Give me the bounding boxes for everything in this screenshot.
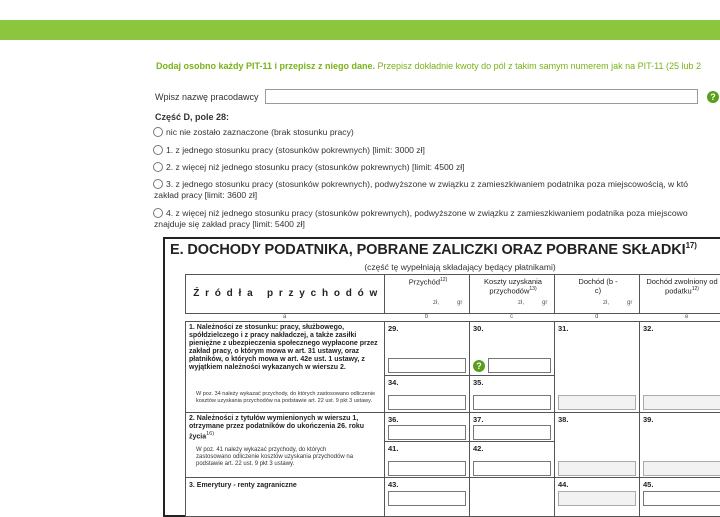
cell-38 — [554, 412, 640, 478]
header-source — [185, 274, 385, 314]
cell-43 — [384, 477, 470, 517]
letter-c: c — [510, 314, 513, 320]
col-c-label: Koszty uzyskania przychodów — [484, 277, 542, 296]
col-b-sup: 12) — [440, 277, 448, 283]
letter-d: d — [595, 314, 599, 320]
field-number: 36. — [388, 415, 399, 424]
header-source-label: Ź r ó d ł a p r z y c h o d ó w — [193, 288, 379, 299]
unit-gr: gr — [627, 300, 633, 306]
field-number: 39. — [643, 415, 654, 424]
radio-option-2[interactable] — [153, 162, 720, 173]
field-number: 45. — [643, 480, 654, 489]
header-col-c — [469, 274, 555, 314]
cell-45 — [639, 477, 720, 517]
cell-35 — [469, 375, 555, 413]
field-number: 32. — [643, 324, 654, 333]
field-36-input[interactable] — [388, 425, 466, 440]
field-number: 43. — [388, 480, 399, 489]
row3-label: 3. Emerytury - renty zagraniczne — [189, 482, 297, 489]
unit-zl: zł, — [518, 300, 524, 306]
field-number: 30. — [473, 324, 484, 333]
row2-label-sup: 16) — [206, 431, 215, 437]
cell-36 — [384, 412, 470, 442]
letter-b: b — [425, 314, 429, 320]
radio-option-0[interactable] — [153, 127, 720, 138]
row2-label-text: 2. Należności z tytułów wymienionych w wierszu 1, otrzymane przez podatników do ukończenia 26. roku życia — [189, 415, 365, 441]
option-label: 4. z więcej niż jednego stosunku pracy (stosunków pokrewnych), podwyższone w związku z zamieszkiwaniem podatnika poza miejscowo — [166, 208, 688, 218]
field-45-input[interactable] — [643, 491, 720, 506]
row2-label — [189, 415, 381, 441]
col-b-label: Przychód — [408, 277, 441, 287]
cell-42 — [469, 441, 555, 478]
header-col-e-label — [642, 277, 720, 296]
field-39-readonly — [643, 461, 720, 476]
header-col-c-label — [478, 277, 548, 296]
form-title — [170, 241, 697, 258]
field-number: 34. — [388, 378, 399, 387]
field-number: 38. — [558, 415, 569, 424]
option-label-wrap: zakład pracy [limit: 3600 zł] — [154, 190, 258, 200]
cell-44 — [554, 477, 640, 517]
field-34-input[interactable] — [388, 395, 466, 410]
field-42-input[interactable] — [473, 461, 551, 476]
unit-zl: zł, — [603, 300, 609, 306]
field-35-input[interactable] — [473, 395, 551, 410]
radio-circle[interactable] — [153, 162, 163, 172]
field-number: 44. — [558, 480, 569, 489]
help-icon[interactable]: ? — [473, 360, 485, 372]
row3-source — [185, 477, 385, 517]
cell-32 — [639, 321, 720, 413]
cell-29 — [384, 321, 470, 376]
help-icon[interactable]: ? — [707, 91, 719, 103]
form-title-text: E. DOCHODY PODATNIKA, POBRANE ZALICZKI ORAZ POBRANE SKŁADKI — [170, 242, 686, 258]
col-d-label: Dochód (b - c) — [578, 277, 618, 295]
employer-name-input[interactable] — [265, 89, 698, 104]
field-number: 37. — [473, 415, 484, 424]
header-col-b-label — [385, 277, 471, 287]
section-title: Część D, pole 28: — [155, 112, 230, 122]
field-number: 29. — [388, 324, 399, 333]
option-label: 2. z więcej niż jednego stosunku pracy (stosunków pokrewnych) [limit: 4500 zł] — [166, 162, 465, 172]
header-col-b — [384, 274, 470, 314]
option-label: 3. z jednego stosunku pracy (stosunków pokrewnych), podwyższone w związku z zamieszkiwaniem podatnika poza miejscowością, w któ — [166, 179, 689, 189]
letter-e: e — [685, 314, 689, 320]
form-title-sup: 17) — [685, 241, 697, 250]
cell-34 — [384, 375, 470, 413]
header-col-d — [554, 274, 640, 314]
employer-label: Wpisz nazwę pracodawcy — [155, 92, 259, 102]
cell-30 — [469, 321, 555, 376]
row2-source — [185, 412, 385, 478]
unit-gr: gr — [542, 300, 548, 306]
radio-option-4[interactable] — [153, 208, 720, 230]
option-label: nic nie zostało zaznaczone (brak stosunku pracy) — [166, 127, 354, 137]
field-number: 35. — [473, 378, 484, 387]
intro-bold: Dodaj osobno każdy PIT-11 i przepisz z niego dane. — [156, 61, 376, 71]
field-number: 42. — [473, 444, 484, 453]
letter-a: a — [283, 314, 287, 320]
unit-zl: zł, — [433, 300, 439, 306]
radio-circle[interactable] — [153, 208, 163, 218]
pit11-section-e — [163, 237, 720, 517]
row1-label: 1. Należności ze stosunku: pracy, służbowego, spółdzielczego i z pracy nakładczej, a także zasiłki pieniężne z ubezpieczenia społecznego wypłacone przez zakład pracy, o którym mowa w art. 31 ustawy, oraz płatników, o których mowa w art. 42e ust. 1 ustawy, z wyjątkiem należności wykazanych w wierszu 2. — [189, 324, 378, 371]
cell-37 — [469, 412, 555, 442]
cell-41 — [384, 441, 470, 478]
radio-option-3[interactable] — [153, 179, 720, 201]
unit-gr: gr — [457, 300, 463, 306]
row2-note: W poz. 41 należy wykazać przychody, do których zastosowano odliczenie kosztów uzyskania przychodów na podstawie art. 22 ust. 9 pkt 3 ustawy. — [196, 447, 354, 467]
field-41-input[interactable] — [388, 461, 466, 476]
field-37-input[interactable] — [473, 425, 551, 440]
header-col-e — [639, 274, 720, 314]
col-e-label: Dochód zwolniony od podatku — [646, 277, 718, 296]
radio-option-1[interactable] — [153, 145, 720, 156]
field-number: 31. — [558, 324, 569, 333]
field-number: 41. — [388, 444, 399, 453]
radio-circle[interactable] — [153, 127, 163, 137]
row1-note: W poz. 34 należy wykazać przychody, do których zastosowano odliczenie kosztów uzyskania przychodów na podstawie art. 22 ust. 9 pkt 3 ustawy. — [196, 391, 376, 404]
option-label-wrap: znajduje się zakład pracy [limit: 5400 zł] — [154, 219, 305, 229]
field-43-input[interactable] — [388, 491, 466, 506]
row1-source — [185, 321, 385, 413]
field-32-readonly — [643, 395, 720, 410]
col-e-sup: 12) — [691, 286, 699, 292]
top-accent-bar — [0, 20, 720, 40]
radio-circle[interactable] — [153, 179, 163, 189]
cell-39 — [639, 412, 720, 478]
intro-text — [156, 61, 720, 71]
field-29-input[interactable] — [388, 358, 466, 373]
field-30-input[interactable] — [488, 358, 551, 373]
form-subtitle: (część tę wypełniają składający będący płatnikami) — [364, 262, 556, 272]
cell-row3-c — [469, 477, 555, 517]
radio-circle[interactable] — [153, 145, 163, 155]
field-38-readonly — [558, 461, 636, 476]
field-44-readonly — [558, 491, 636, 506]
intro-rest: Przepisz dokładnie kwoty do pól z takim samym numerem jak na PIT-11 (25 lub 2 — [375, 61, 702, 71]
field-31-readonly — [558, 395, 636, 410]
cell-31 — [554, 321, 640, 413]
col-c-sup: 13) — [529, 286, 537, 292]
option-label: 1. z jednego stosunku pracy (stosunków pokrewnych) [limit: 3000 zł] — [166, 145, 425, 155]
